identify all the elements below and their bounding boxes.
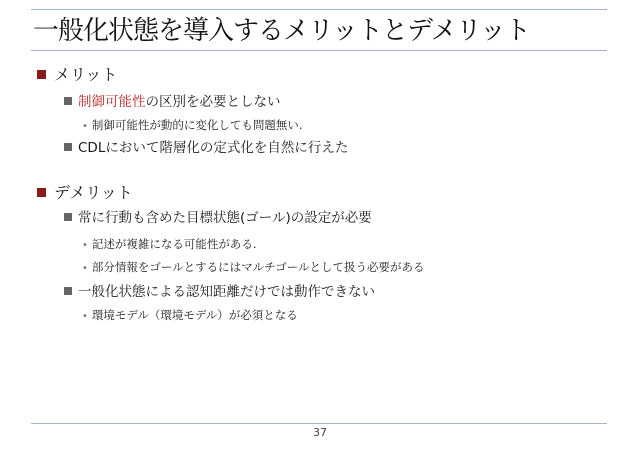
merit-item-1-accent: 制御可能性 xyxy=(78,94,146,110)
merit-item-2-text: CDLにおいて階層化の定式化を自然に行えた xyxy=(78,140,349,156)
demerit-item-1-text: 常に行動も含めた目標状態(ゴール)の設定が必要 xyxy=(78,210,372,226)
demerits-heading-row xyxy=(37,182,133,204)
footer-rule xyxy=(31,423,607,424)
demerit-item-1-sub-1-text: 記述が複雑になる可能性がある. xyxy=(91,237,257,251)
dot-bullet-icon: • xyxy=(82,121,88,132)
demerit-item-2-sub-1-text: 環境モデル（環境モデル）が必須となる xyxy=(91,308,298,322)
merit-item-1-sub-1 xyxy=(82,116,303,136)
demerits-heading: デメリット xyxy=(54,183,133,202)
dot-bullet-icon: • xyxy=(82,311,88,322)
square-bullet-icon xyxy=(37,188,46,197)
merits-heading: メリット xyxy=(54,65,118,84)
demerit-item-2 xyxy=(64,282,375,302)
square-bullet-icon xyxy=(64,97,72,105)
square-bullet-icon xyxy=(64,213,72,221)
demerit-item-2-text: 一般化状態による認知距離だけでは動作できない xyxy=(78,284,375,300)
title-rule xyxy=(31,50,607,51)
square-bullet-icon xyxy=(64,143,72,151)
dot-bullet-icon: • xyxy=(82,240,88,251)
demerit-item-1 xyxy=(64,208,372,228)
merit-item-1-sub-1-text: 制御可能性が動的に変化しても問題無い. xyxy=(91,118,303,132)
top-rule xyxy=(31,9,607,10)
demerit-item-2-sub-1 xyxy=(82,306,298,326)
square-bullet-icon xyxy=(64,287,72,295)
page-number: 37 xyxy=(313,426,327,439)
merits-heading-row xyxy=(37,64,117,86)
merit-item-1-text: の区別を必要としない xyxy=(145,94,281,110)
merit-item-2 xyxy=(64,138,348,158)
square-bullet-icon xyxy=(37,70,46,79)
demerit-item-1-sub-1 xyxy=(82,235,257,255)
demerit-item-1-sub-2-text: 部分情報をゴールとするにはマルチゴールとして扱う必要がある xyxy=(91,260,425,274)
slide-title: 一般化状態を導入するメリットとデメリット xyxy=(33,16,530,46)
demerit-item-1-sub-2 xyxy=(82,258,424,278)
dot-bullet-icon: • xyxy=(82,263,88,274)
merit-item-1 xyxy=(64,92,281,112)
